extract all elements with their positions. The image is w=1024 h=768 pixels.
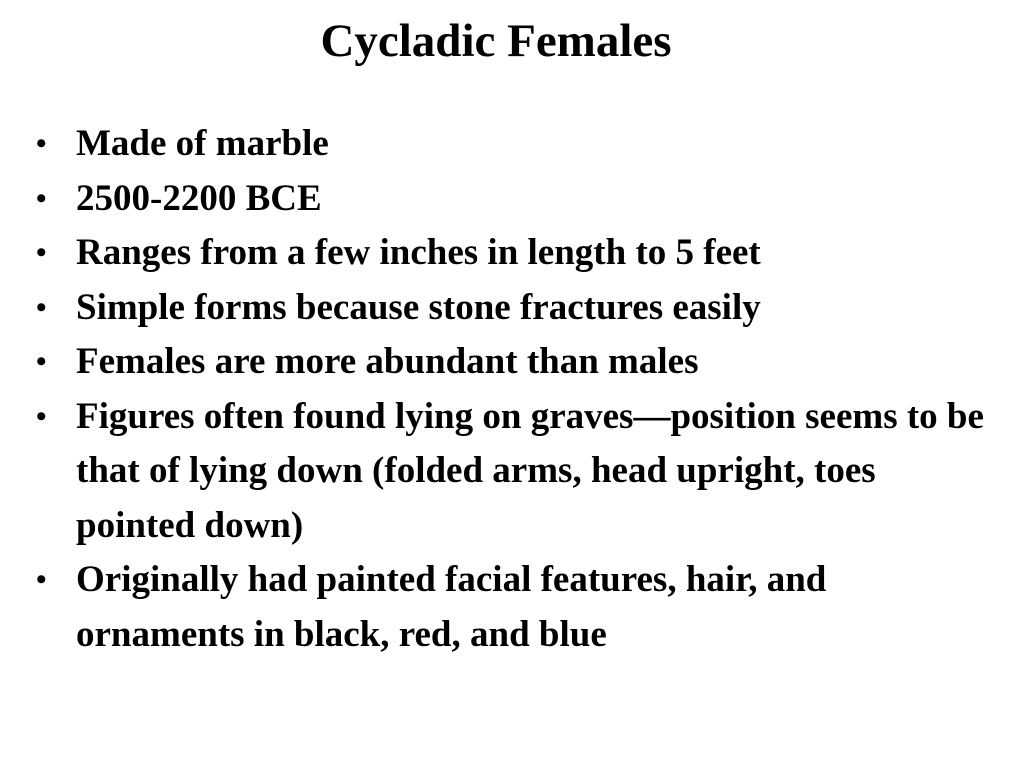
bullet-item-paint xyxy=(30,553,1000,662)
bullet-text: Ranges from a few inches in length to 5 feet xyxy=(76,232,761,273)
bullet-marker: • xyxy=(36,127,47,160)
bullet-text: 2500-2200 BCE xyxy=(76,177,322,219)
bullet-text: Females are more abundant than males xyxy=(76,341,699,382)
bullet-item-material xyxy=(30,117,1000,172)
slide-title: Cycladic Females xyxy=(320,15,672,67)
bullet-marker: • xyxy=(36,181,47,215)
bullet-item-forms xyxy=(30,281,1000,336)
bullet-text: Originally had painted facial features, hair, and ornaments in black, red, and blue xyxy=(76,559,827,655)
bullet-marker: • xyxy=(36,399,47,433)
bullet-text: Simple forms because stone fractures easily xyxy=(76,286,761,328)
bullet-item-graves xyxy=(30,390,1000,554)
bullet-marker: • xyxy=(36,236,47,269)
bullet-text: Figures often found lying on graves—position seems to be that of lying down (folded arms, head upright, toes pointed down) xyxy=(76,395,984,546)
bullet-marker: • xyxy=(36,345,47,378)
bullet-item-abundance xyxy=(30,335,1000,390)
bullet-marker: • xyxy=(36,290,47,324)
bullet-list xyxy=(30,117,1000,662)
bullet-marker: • xyxy=(36,563,47,596)
bullet-text: Made of marble xyxy=(76,123,329,164)
bullet-item-size xyxy=(30,226,1000,281)
bullet-item-date xyxy=(30,172,1000,227)
